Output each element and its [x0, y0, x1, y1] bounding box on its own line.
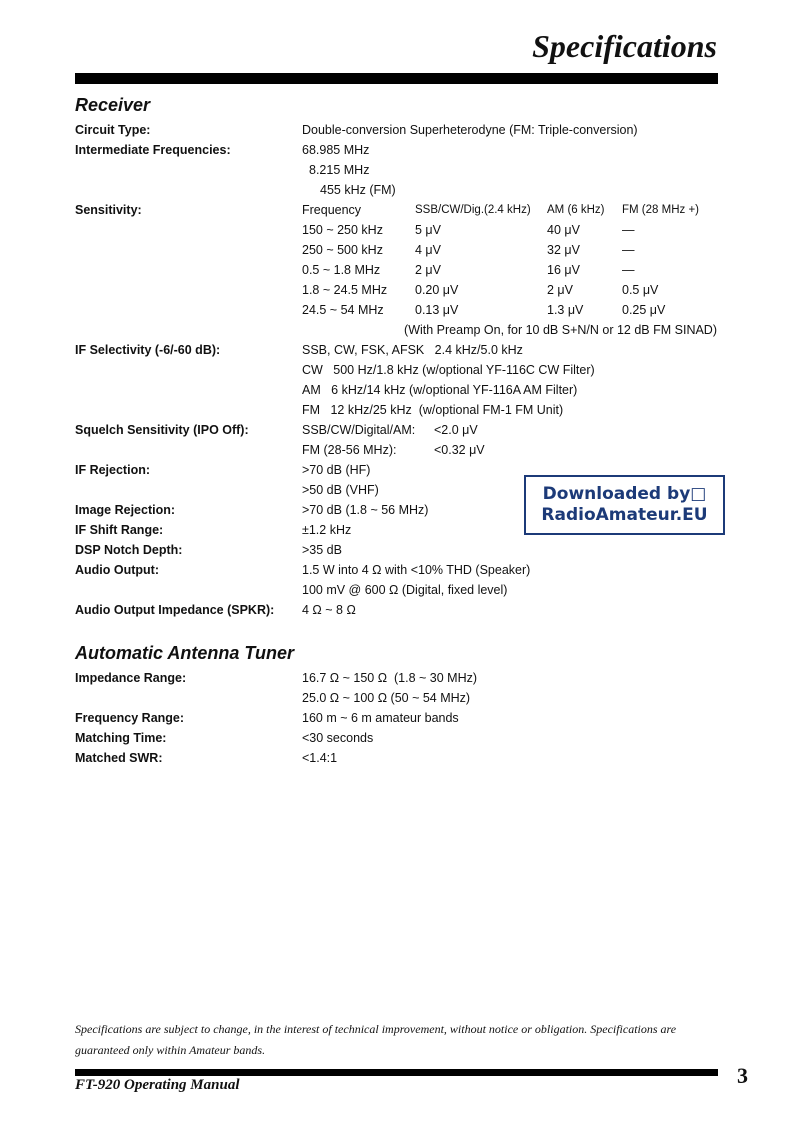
spec-row-matching-time	[0, 728, 793, 748]
spec-row-impedance-range	[0, 668, 793, 688]
spec-label: Matched SWR:	[75, 751, 163, 765]
spec-label: Image Rejection:	[75, 503, 176, 517]
table-cell: 0.5 ~ 1.8 MHz	[302, 263, 381, 277]
spec-label: IF Shift Range:	[75, 523, 164, 537]
column-header: FM (28 MHz +)	[622, 204, 699, 216]
spec-label: Circuit Type:	[75, 123, 151, 137]
spec-value: 68.985 MHz	[302, 143, 370, 157]
table-cell: 0.13 μV	[415, 303, 459, 317]
sensitivity-header-row	[0, 200, 793, 220]
spec-row-audio-output-2	[0, 580, 793, 600]
table-cell: 150 ~ 250 kHz	[302, 223, 383, 237]
spec-label: Intermediate Frequencies:	[75, 143, 231, 157]
table-cell: 16 μV	[547, 263, 580, 277]
spec-row-squelch	[0, 420, 793, 440]
stamp-line: Downloaded by□	[542, 484, 707, 504]
spec-value: SSB, CW, FSK, AFSK 2.4 kHz/5.0 kHz	[302, 343, 523, 357]
spec-row-audio-impedance	[0, 600, 793, 620]
spec-value: FM 12 kHz/25 kHz (w/optional FM-1 FM Unit)	[302, 403, 564, 417]
table-cell: 0.20 μV	[415, 283, 459, 297]
header-rule	[75, 73, 718, 84]
spec-value: 4 Ω ~ 8 Ω	[302, 603, 356, 617]
spec-row-if-frequencies	[0, 140, 793, 160]
spec-value: 16.7 Ω ~ 150 Ω (1.8 ~ 30 MHz)	[302, 671, 478, 685]
spec-row-squelch-2	[0, 440, 793, 460]
table-cell: 2 μV	[415, 263, 441, 277]
spec-label: Audio Output:	[75, 563, 159, 577]
receiver-heading: Receiver	[75, 95, 151, 115]
spec-label: Squelch Sensitivity (IPO Off):	[75, 423, 249, 437]
table-cell: 0.5 μV	[622, 283, 659, 297]
spec-value: >70 dB (HF)	[302, 463, 371, 477]
spec-value: <0.32 μV	[434, 443, 485, 457]
spec-value: 455 kHz (FM)	[320, 183, 396, 197]
table-cell: 0.25 μV	[622, 303, 666, 317]
tuner-heading: Automatic Antenna Tuner	[75, 643, 295, 663]
table-cell: 5 μV	[415, 223, 441, 237]
footnote: Specifications are subject to change, in the interest of technical improvement, without notice or obligation. Specifications are guaranteed only within Amateur bands.	[75, 1022, 677, 1057]
column-header: SSB/CW/Dig.(2.4 kHz)	[415, 204, 531, 216]
spec-value: 1.5 W into 4 Ω with <10% THD (Speaker)	[302, 563, 531, 577]
column-header: Frequency	[302, 203, 362, 217]
spec-value: SSB/CW/Digital/AM:	[302, 423, 416, 437]
page-number: 3	[737, 1063, 748, 1088]
spec-label: Frequency Range:	[75, 711, 185, 725]
footer-rule	[75, 1069, 718, 1076]
manual-name: FT-920 Operating Manual	[75, 1077, 240, 1093]
spec-value: FM (28-56 MHz):	[302, 443, 397, 457]
spec-value: ±1.2 kHz	[302, 523, 352, 537]
table-row	[0, 240, 793, 260]
spec-row-if-selectivity-3	[0, 380, 793, 400]
spec-row-if-selectivity	[0, 340, 793, 360]
table-row	[0, 300, 793, 320]
table-cell: 24.5 ~ 54 MHz	[302, 303, 384, 317]
spec-row-if-selectivity-2	[0, 360, 793, 380]
spec-row-matched-swr	[0, 748, 793, 768]
table-cell: 1.3 μV	[547, 303, 584, 317]
sensitivity-note: (With Preamp On, for 10 dB S+N/N or 12 dB FM SINAD)	[404, 323, 717, 337]
spec-value: <30 seconds	[302, 731, 374, 745]
table-cell: 4 μV	[415, 243, 441, 257]
spec-label: IF Selectivity (-6/-60 dB):	[75, 343, 221, 357]
table-row	[0, 280, 793, 300]
table-row	[0, 220, 793, 240]
download-stamp	[524, 475, 725, 535]
stamp-line: RadioAmateur.EU	[541, 505, 708, 525]
spec-value: CW 500 Hz/1.8 kHz (w/optional YF-116C CW Filter)	[302, 363, 595, 377]
spec-row-if-frequencies-3	[0, 180, 793, 200]
spec-value: >35 dB	[302, 543, 342, 557]
table-cell: 40 μV	[547, 223, 580, 237]
spec-label: Matching Time:	[75, 731, 167, 745]
spec-row-if-selectivity-4	[0, 400, 793, 420]
spec-label: Impedance Range:	[75, 671, 187, 685]
spec-label: IF Rejection:	[75, 463, 151, 477]
spec-row-frequency-range	[0, 708, 793, 728]
spec-value: AM 6 kHz/14 kHz (w/optional YF-116A AM Filter)	[302, 383, 578, 397]
spec-label: DSP Notch Depth:	[75, 543, 183, 557]
spec-value: Double-conversion Superheterodyne (FM: Triple-conversion)	[302, 123, 638, 137]
table-cell: 1.8 ~ 24.5 MHz	[302, 283, 388, 297]
spec-label: Sensitivity:	[75, 203, 142, 217]
table-cell: 250 ~ 500 kHz	[302, 243, 383, 257]
spec-value: <2.0 μV	[434, 423, 478, 437]
spec-value: <1.4:1	[302, 751, 338, 765]
spec-row-dsp-notch	[0, 540, 793, 560]
spec-value: >70 dB (1.8 ~ 56 MHz)	[302, 503, 429, 517]
table-row	[0, 260, 793, 280]
spec-value: >50 dB (VHF)	[302, 483, 379, 497]
table-cell: 32 μV	[547, 243, 580, 257]
spec-row-circuit-type	[0, 120, 793, 140]
spec-value: 8.215 MHz	[309, 163, 370, 177]
page-title: Specifications	[532, 28, 717, 64]
table-cell: —	[622, 243, 635, 257]
table-cell: —	[622, 223, 635, 237]
spec-value: 25.0 Ω ~ 100 Ω (50 ~ 54 MHz)	[302, 691, 471, 705]
spec-value: 160 m ~ 6 m amateur bands	[302, 711, 459, 725]
table-cell: 2 μV	[547, 283, 573, 297]
spec-row-audio-output	[0, 560, 793, 580]
spec-row-impedance-range-2	[0, 688, 793, 708]
spec-row-if-frequencies-2	[0, 160, 793, 180]
spec-value: 100 mV @ 600 Ω (Digital, fixed level)	[302, 583, 508, 597]
sensitivity-note-row	[0, 320, 793, 340]
table-cell: —	[622, 263, 635, 277]
column-header: AM (6 kHz)	[547, 204, 605, 216]
spec-label: Audio Output Impedance (SPKR):	[75, 603, 275, 617]
